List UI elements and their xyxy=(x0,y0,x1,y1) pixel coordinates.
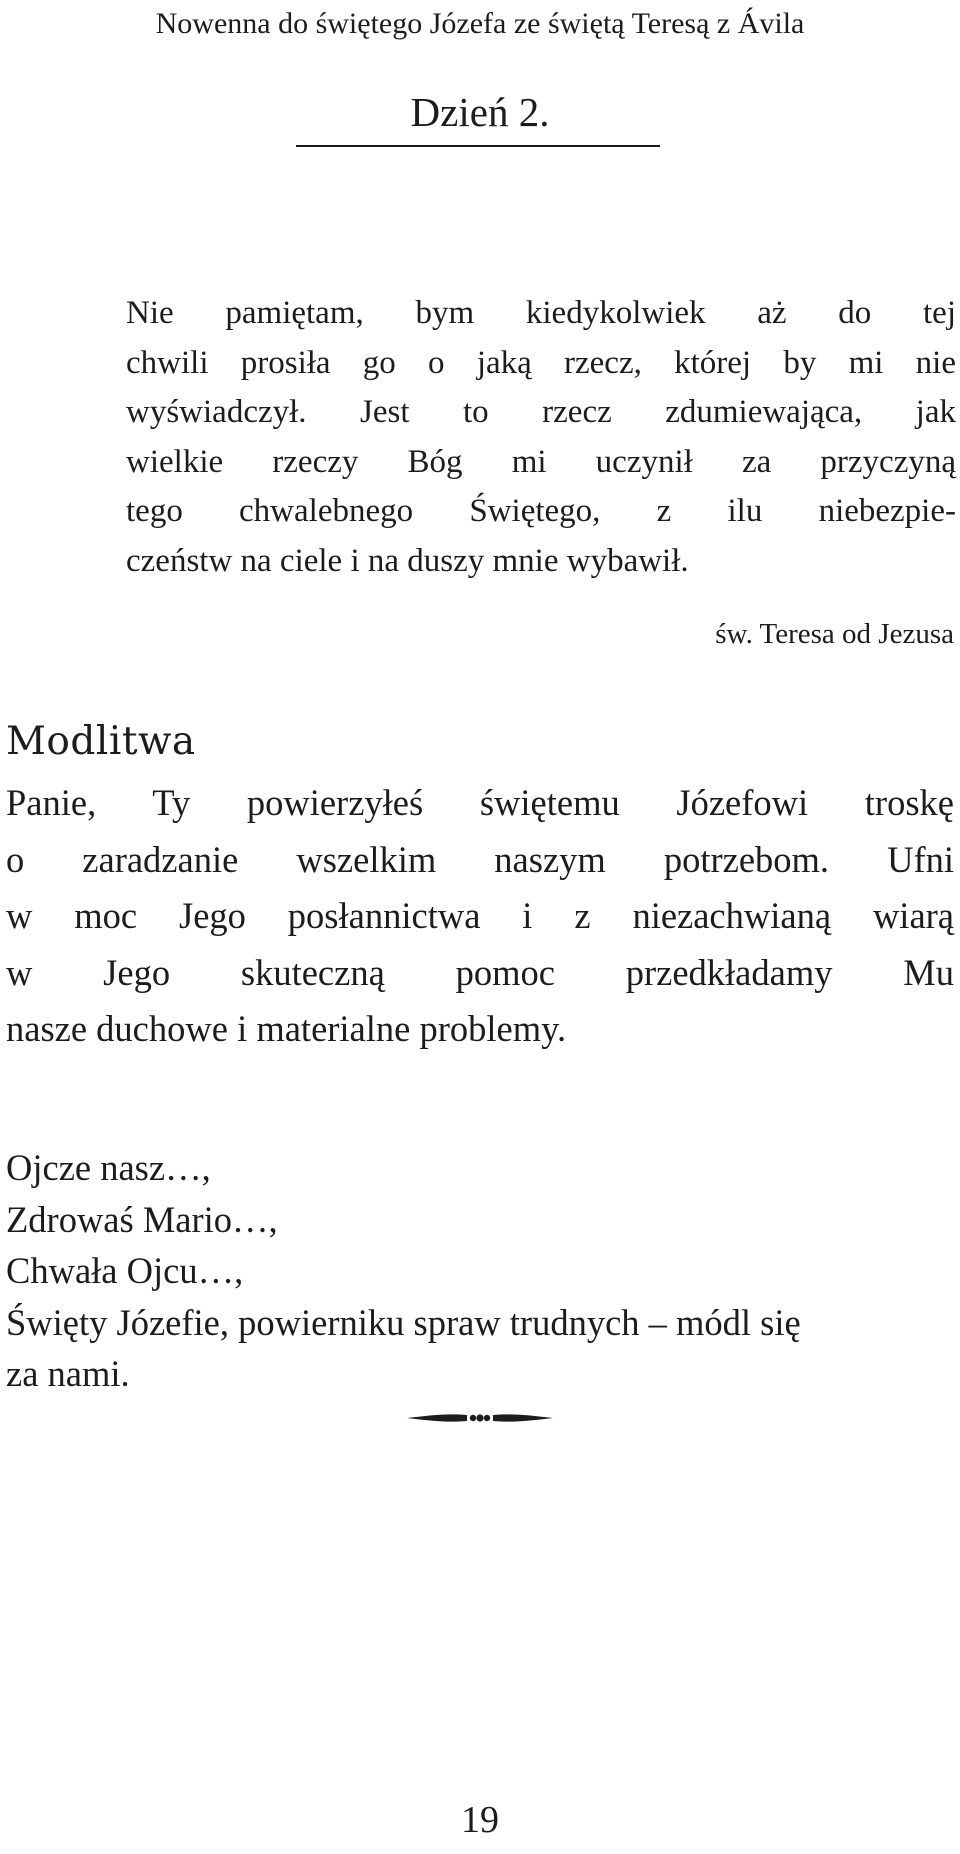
prayer-line: w Jego skuteczną pomoc przedkładamy Mu xyxy=(6,951,954,993)
prayer-line: Panie, Ty powierzyłeś świętemu Józefowi troskę xyxy=(6,782,954,823)
quote-line: czeństw na ciele i na duszy mnie wybawił. xyxy=(126,542,689,579)
closing-prayer-line: za nami. xyxy=(6,1353,130,1394)
prayer-text xyxy=(6,775,954,1058)
day-title-underline xyxy=(296,145,660,147)
closing-prayer-line: Zdrowaś Mario…, xyxy=(6,1198,278,1240)
day-title: Dzień 2. xyxy=(410,89,550,135)
prayer-line: w moc Jego posłannictwa i z niezachwianą wiarą xyxy=(6,895,954,936)
quote-line: tego chwalebnego Świętego, z ilu niebezpie- xyxy=(126,493,956,529)
quote-line: wyświadczył. Jest to rzecz zdumiewająca, jak xyxy=(126,394,956,430)
quote-line: Nie pamiętam, bym kiedykolwiek aż do tej xyxy=(126,295,956,331)
decorative-divider-icon xyxy=(405,1407,555,1429)
quote-line: chwili prosiła go o jaką rzecz, której by mi nie xyxy=(126,344,956,381)
prayer-line: nasze duchowe i materialne problemy. xyxy=(6,1008,567,1049)
prayer-heading: Modlitwa xyxy=(6,719,196,764)
running-header: Nowenna do świętego Józefa ze świętą Teresą z Ávila xyxy=(155,7,805,40)
closing-prayer-line: Chwała Ojcu…, xyxy=(6,1250,244,1291)
closing-prayers xyxy=(6,1142,954,1400)
prayer-line: o zaradzanie wszelkim naszym potrzebom. Ufni xyxy=(6,838,954,880)
closing-prayer-line: Święty Józefie, powierniku spraw trudnych – módl się xyxy=(6,1301,801,1343)
page-number: 19 xyxy=(461,1799,499,1841)
closing-prayer-line: Ojcze nasz…, xyxy=(6,1147,211,1188)
quote-line: wielkie rzeczy Bóg mi uczynił za przyczyną xyxy=(126,443,956,480)
quote-attribution: św. Teresa od Jezusa xyxy=(715,618,954,650)
saint-quote xyxy=(126,289,956,586)
